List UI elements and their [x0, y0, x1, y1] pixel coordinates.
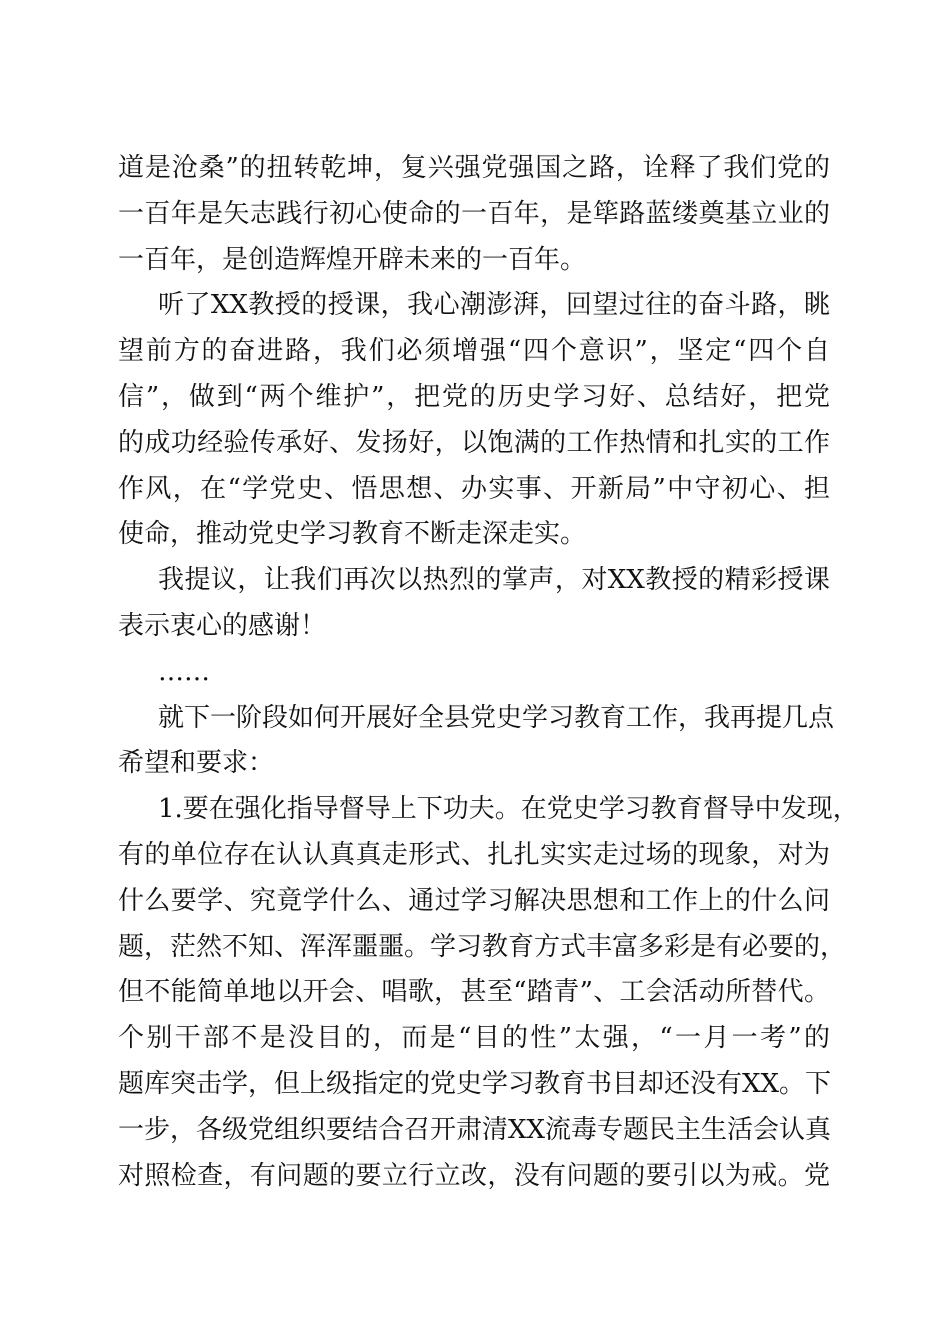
text-line: 一百年，是创造辉煌开辟未来的一百年。 — [118, 244, 587, 275]
paragraph-start-line: 听了XX教授的授课，我心潮澎湃，回望过往的奋斗路，眺 — [158, 290, 830, 321]
text-line: 什么要学、究竟学什么、通过学习解决思想和工作上的什么问 — [118, 885, 830, 916]
text-line: 望前方的奋进路，我们必须增强“四个意识”，坚定“四个自 — [118, 336, 830, 367]
paragraph-start-line: 我提议，让我们再次以热烈的掌声，对XX教授的精彩授课 — [158, 565, 830, 596]
text-line: 一步，各级党组织要结合召开肃清XX流毒专题民主生活会认真 — [118, 1114, 832, 1145]
text-line: 使命，推动党史学习教育不断走深走实。 — [118, 519, 587, 550]
text-line: 有的单位存在认认真真走形式、扎扎实实走过场的现象，对为 — [118, 839, 830, 870]
text-line: 希望和要求： — [118, 748, 275, 779]
text-line: 但不能简单地以开会、唱歌，甚至“踏青”、工会活动所替代。 — [118, 977, 830, 1008]
numbered-item-line: 1.要在强化指导督导上下功夫。在党史学习教育督导中发现， — [158, 794, 859, 825]
text-line: 的成功经验传承好、发扬好，以饱满的工作热情和扎实的工作 — [118, 427, 830, 458]
text-line: 一百年是矢志践行初心使命的一百年，是筚路蓝缕奠基立业的 — [118, 198, 830, 229]
text-line: 题库突击学，但上级指定的党史学习教育书目却还没有XX。下 — [118, 1068, 832, 1099]
text-line: 作风，在“学党史、悟思想、办实事、开新局”中守初心、担 — [118, 473, 830, 504]
text-line: 道是沧桑”的扭转乾坤，复兴强党强国之路，诠释了我们党的 — [118, 153, 830, 183]
text-line: 个别干部不是没目的，而是“目的性”太强，“一月一考”的 — [118, 1023, 830, 1054]
text-line: 信”，做到“两个维护”，把党的历史学习好、总结好，把党 — [118, 381, 830, 412]
text-line: 对照检查，有问题的要立行立改，没有问题的要引以为戒。党 — [118, 1160, 830, 1191]
text-line: 表示衷心的感谢！ — [118, 610, 327, 641]
text-line: 题，茫然不知、浑浑噩噩。学习教育方式丰富多彩是有必要的， — [118, 931, 847, 962]
document-body — [118, 146, 859, 1199]
ellipsis-line: …… — [158, 656, 210, 687]
paragraph-start-line: 就下一阶段如何开展好全县党史学习教育工作，我再提几点 — [158, 702, 835, 733]
